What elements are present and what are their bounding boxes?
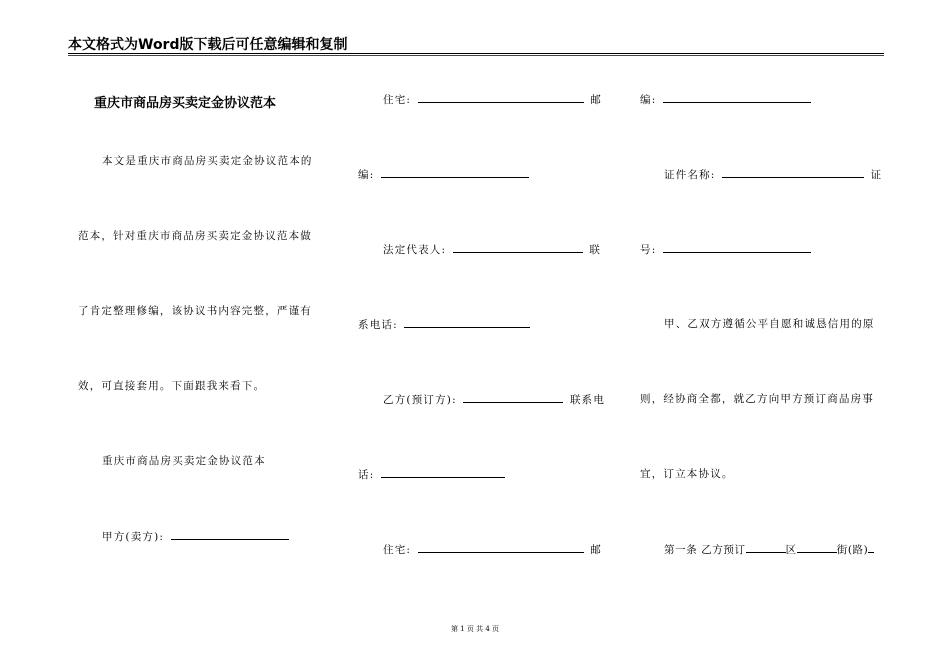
address-1-line bbox=[383, 92, 602, 107]
party-b-tail: 联系电 bbox=[569, 394, 606, 406]
id-number-blank bbox=[663, 242, 811, 253]
phone-2-line bbox=[358, 467, 507, 482]
article-1-street: 街(路) bbox=[836, 544, 869, 556]
header-rule bbox=[68, 53, 884, 54]
intro-line-3: 了肯定整理修编，该协议书内容完整，严谨有 bbox=[78, 305, 312, 317]
address-1-tail: 邮 bbox=[590, 94, 602, 106]
page-header: 本文格式为Word版下载后可任意编辑和复制 bbox=[68, 37, 348, 53]
legal-rep-label: 法定代表人: bbox=[383, 244, 447, 256]
address-2-blank bbox=[418, 542, 584, 553]
address-2-line bbox=[383, 542, 602, 557]
party-a-label: 甲方(卖方): bbox=[102, 531, 165, 543]
id-type-tail: 证 bbox=[870, 169, 883, 181]
principle-line-3: 宜，订立本协议。 bbox=[640, 468, 734, 480]
phone-2-label: 话: bbox=[358, 469, 375, 481]
postcode-1-blank bbox=[381, 167, 529, 178]
intro-line-1: 本文是重庆市商品房买卖定金协议范本的 bbox=[102, 155, 313, 167]
header-rule-thin bbox=[68, 55, 884, 56]
postcode-1-line bbox=[358, 167, 531, 182]
id-number-label: 号: bbox=[640, 244, 657, 256]
page-number: 第 1 页 共 4 页 bbox=[450, 625, 500, 633]
address-1-blank bbox=[418, 92, 584, 103]
intro-line-2: 范本，针对重庆市商品房买卖定金协议范本做 bbox=[78, 230, 312, 242]
address-2-tail: 邮 bbox=[590, 544, 602, 556]
document-title: 重庆市商品房买卖定金协议范本 bbox=[94, 96, 277, 111]
street-blank bbox=[797, 542, 837, 553]
trailing-blank bbox=[868, 542, 874, 553]
party-b-label: 乙方(预订方): bbox=[383, 394, 457, 406]
id-number-line bbox=[640, 242, 813, 257]
intro-line-4: 效，可直接套用。下面跟我来看下。 bbox=[78, 380, 266, 392]
postcode-2-label: 编: bbox=[640, 94, 657, 106]
address-2-label: 住宅: bbox=[383, 544, 412, 556]
phone-1-label: 系电话: bbox=[358, 319, 398, 331]
party-b-blank bbox=[463, 392, 563, 403]
address-1-label: 住宅: bbox=[383, 94, 412, 106]
principle-line-2: 则，经协商全都，就乙方向甲方预订商品房事 bbox=[640, 393, 874, 405]
legal-rep-tail: 联 bbox=[589, 244, 602, 256]
article-1-district: 区 bbox=[785, 544, 797, 556]
principle-line-1: 甲、乙双方遵循公平自愿和诚恳信用的原 bbox=[664, 318, 875, 330]
phone-2-blank bbox=[381, 467, 505, 478]
postcode-2-blank bbox=[663, 92, 811, 103]
district-blank bbox=[746, 542, 786, 553]
legal-rep-line bbox=[383, 242, 601, 257]
id-type-label: 证件名称: bbox=[664, 169, 716, 181]
party-b-line bbox=[383, 392, 605, 407]
phone-1-blank bbox=[404, 317, 530, 328]
id-type-line bbox=[664, 167, 882, 182]
legal-rep-blank bbox=[453, 242, 583, 253]
postcode-2-line bbox=[640, 92, 813, 107]
postcode-1-label: 编: bbox=[358, 169, 375, 181]
party-a-blank bbox=[171, 529, 289, 540]
id-type-blank bbox=[722, 167, 864, 178]
party-a-line bbox=[102, 529, 291, 544]
subtitle: 重庆市商品房买卖定金协议范本 bbox=[102, 455, 266, 467]
article-1-start: 第一条 乙方预订 bbox=[664, 544, 746, 556]
article-1-line bbox=[664, 542, 874, 557]
phone-1-line bbox=[358, 317, 532, 332]
